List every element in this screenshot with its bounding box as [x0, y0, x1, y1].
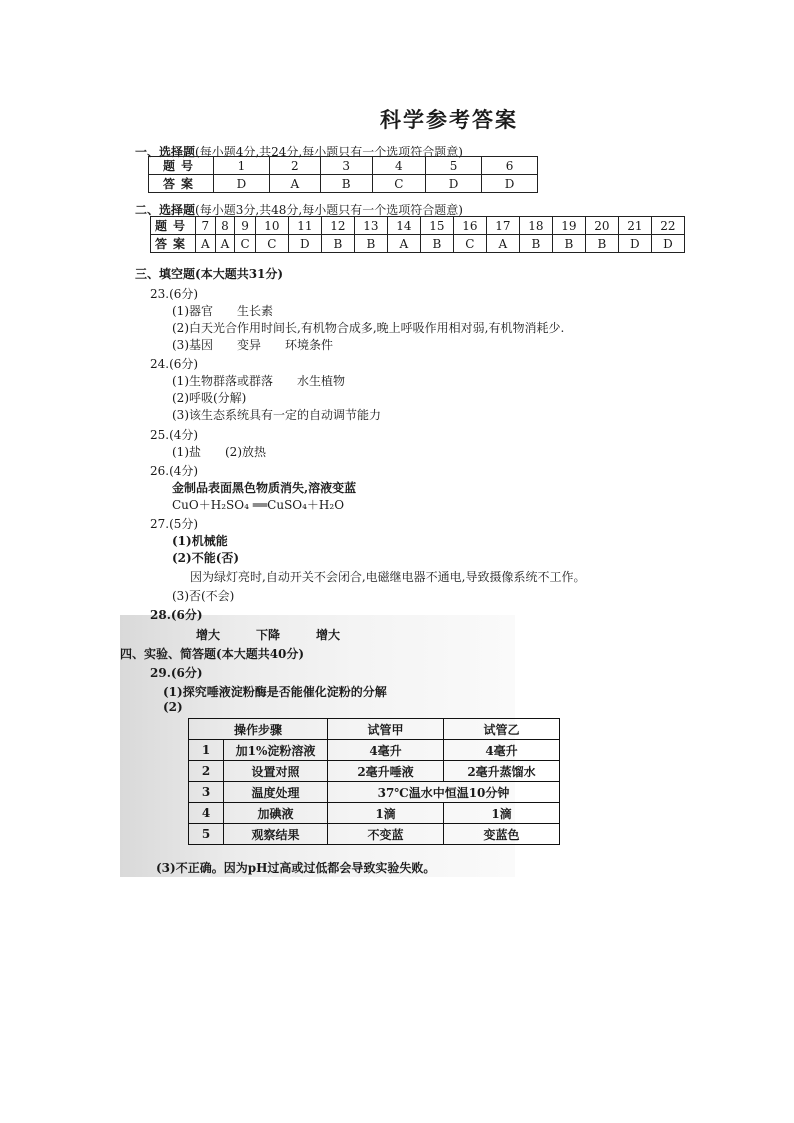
tube-a-value: 2毫升唾液	[328, 761, 444, 782]
row-label-number: 题号	[149, 157, 214, 175]
cell-number: 14	[387, 217, 420, 235]
step-number: 3	[189, 782, 224, 803]
cell-number: 20	[585, 217, 618, 235]
section2-answer-table	[150, 216, 685, 253]
q25-line1: (1)盐 (2)放热	[172, 445, 266, 459]
q29-line2: (2)	[163, 700, 183, 714]
cell-answer: B	[321, 235, 354, 253]
cell-answer: A	[196, 235, 216, 253]
q23-line2: (2)白天光合作用时间长,有机物合成多,晚上呼吸作用相对弱,有机物消耗少.	[172, 321, 565, 335]
cell-number: 15	[420, 217, 453, 235]
tube-b-value: 2毫升蒸馏水	[444, 761, 560, 782]
q24-line3: (3)该生态系统具有一定的自动调节能力	[172, 408, 381, 422]
section1-heading-text: 一、选择题	[135, 145, 196, 159]
cell-number: 18	[519, 217, 552, 235]
cell-number: 21	[618, 217, 651, 235]
cell-answer: B	[585, 235, 618, 253]
section4-note: (本大题共40分)	[216, 647, 305, 661]
cell-answer: D	[618, 235, 651, 253]
experiment-table	[188, 718, 560, 845]
tube-b-value: 1滴	[444, 803, 560, 824]
cell-number: 16	[453, 217, 486, 235]
section2-note: (每小题3分,共48分,每小题只有一个选项符合题意)	[195, 203, 463, 217]
q29-line1: (1)探究唾液淀粉酶是否能催化淀粉的分解	[163, 685, 387, 699]
section2-number-row	[151, 217, 685, 235]
cell-number: 6	[482, 157, 538, 175]
step-name: 设置对照	[224, 761, 328, 782]
section1-answer-row	[149, 175, 538, 193]
cell-answer: B	[354, 235, 387, 253]
row-label-answer: 答案	[149, 175, 214, 193]
cell-answer: C	[255, 235, 288, 253]
cell-number: 10	[255, 217, 288, 235]
cell-number: 2	[269, 157, 320, 175]
cell-answer: B	[552, 235, 585, 253]
step-name: 加碘液	[224, 803, 328, 824]
cell-answer: C	[453, 235, 486, 253]
section3-heading-text: 三、填空题	[135, 267, 196, 281]
section3-heading	[135, 265, 283, 282]
cell-number: 11	[288, 217, 321, 235]
tube-a-value: 不变蓝	[328, 824, 444, 845]
q27-head: 27.(5分)	[150, 517, 199, 531]
section4-heading	[120, 645, 304, 662]
step-name: 加1%淀粉溶液	[224, 740, 328, 761]
section3-note: (本大题共31分)	[195, 267, 284, 281]
experiment-row	[189, 761, 560, 782]
cell-answer: A	[486, 235, 519, 253]
header-steps: 操作步骤	[189, 719, 328, 740]
cell-answer: B	[320, 175, 372, 193]
tube-a-value: 4毫升	[328, 740, 444, 761]
experiment-row	[189, 782, 560, 803]
q24-head: 24.(6分)	[150, 357, 199, 371]
section4-heading-text: 四、实验、简答题	[120, 647, 217, 661]
q29-line3: (3)不正确。因为pH过高或过低都会导致实验失败。	[156, 861, 436, 875]
section2-heading-text: 二、选择题	[135, 203, 196, 217]
q26-equation: CuO＋H₂SO₄ ══CuSO₄＋H₂O	[172, 498, 345, 512]
cell-answer: A	[215, 235, 235, 253]
experiment-header-row	[189, 719, 560, 740]
cell-answer: A	[387, 235, 420, 253]
experiment-row	[189, 740, 560, 761]
cell-answer: C	[235, 235, 256, 253]
q24-line2: (2)呼吸(分解)	[172, 391, 247, 405]
row-label-number: 题号	[151, 217, 196, 235]
section1-number-row	[149, 157, 538, 175]
cell-number: 13	[354, 217, 387, 235]
tube-a-value: 1滴	[328, 803, 444, 824]
cell-answer: D	[426, 175, 482, 193]
cell-answer: A	[269, 175, 320, 193]
q29-head: 29.(6分)	[150, 666, 203, 680]
cell-answer: B	[420, 235, 453, 253]
cell-number: 5	[426, 157, 482, 175]
q26-head: 26.(4分)	[150, 464, 199, 478]
cell-number: 9	[235, 217, 256, 235]
section2-answer-row	[151, 235, 685, 253]
q23-line1: (1)器官 生长素	[172, 304, 273, 318]
cell-number: 7	[196, 217, 216, 235]
cell-number: 1	[214, 157, 270, 175]
q27-line1: (1)机械能	[172, 534, 228, 548]
step-number: 2	[189, 761, 224, 782]
experiment-row	[189, 824, 560, 845]
cell-answer: D	[288, 235, 321, 253]
tube-b-value: 4毫升	[444, 740, 560, 761]
step-number: 4	[189, 803, 224, 824]
row-label-answer: 答案	[151, 235, 196, 253]
step-number: 5	[189, 824, 224, 845]
cell-answer: C	[372, 175, 426, 193]
cell-number: 19	[552, 217, 585, 235]
cell-answer: D	[651, 235, 684, 253]
q25-head: 25.(4分)	[150, 428, 199, 442]
tube-b-value: 变蓝色	[444, 824, 560, 845]
section1-note: (每小题4分,共24分,每小题只有一个选项符合题意)	[195, 145, 463, 159]
q23-line3: (3)基因 变异 环境条件	[172, 338, 333, 352]
page-title: 科学参考答案	[380, 107, 518, 132]
step-number: 1	[189, 740, 224, 761]
q26-line1: 金制品表面黑色物质消失,溶液变蓝	[172, 481, 357, 495]
header-tube-b: 试管乙	[444, 719, 560, 740]
cell-answer: D	[214, 175, 270, 193]
section1-answer-table	[148, 156, 538, 193]
q27-line2: (2)不能(否)	[172, 551, 240, 565]
cell-number: 4	[372, 157, 426, 175]
q27-line3: 因为绿灯亮时,自动开关不会闭合,电磁继电器不通电,导致摄像系统不工作。	[190, 570, 586, 584]
cell-answer: B	[519, 235, 552, 253]
merged-value: 37℃温水中恒温10分钟	[328, 782, 560, 803]
cell-number: 17	[486, 217, 519, 235]
cell-answer: D	[482, 175, 538, 193]
q28-line1: 增大 下降 增大	[196, 628, 341, 642]
header-tube-a: 试管甲	[328, 719, 444, 740]
q23-head: 23.(6分)	[150, 287, 199, 301]
step-name: 观察结果	[224, 824, 328, 845]
step-name: 温度处理	[224, 782, 328, 803]
cell-number: 8	[215, 217, 235, 235]
q24-line1: (1)生物群落或群落 水生植物	[172, 374, 345, 388]
experiment-row	[189, 803, 560, 824]
cell-number: 12	[321, 217, 354, 235]
q28-head: 28.(6分)	[150, 608, 203, 622]
cell-number: 22	[651, 217, 684, 235]
cell-number: 3	[320, 157, 372, 175]
q27-line4: (3)否(不会)	[172, 589, 235, 603]
